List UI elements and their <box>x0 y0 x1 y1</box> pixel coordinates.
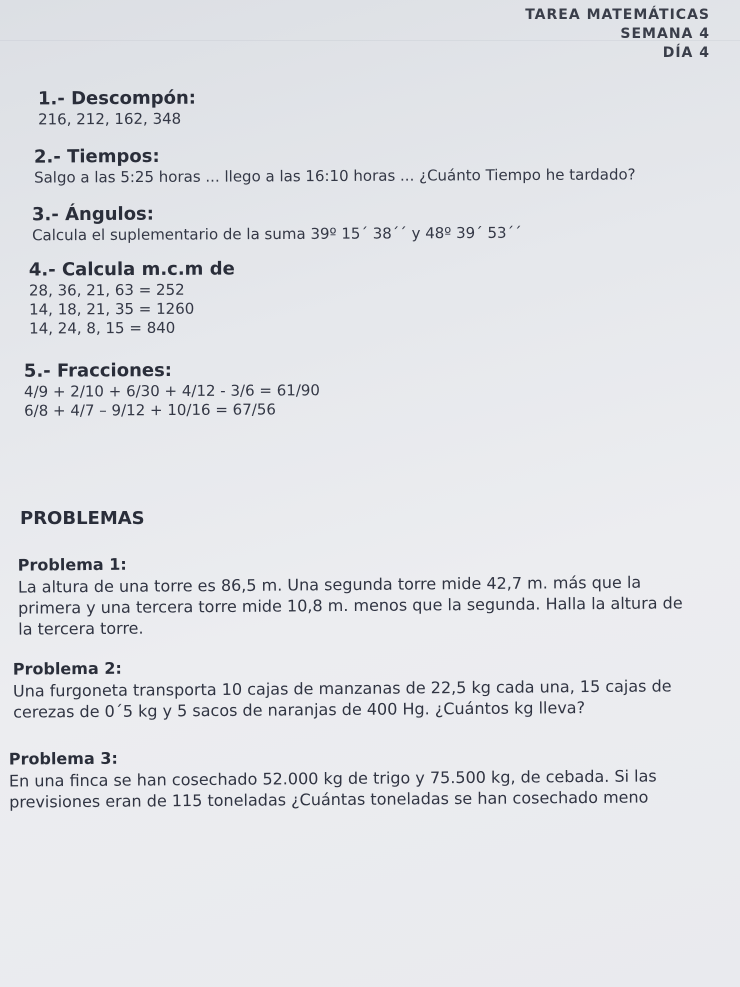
exercise-1-line-1: 216, 212, 162, 348 <box>38 109 182 129</box>
exercise-4-line-1: 28, 36, 21, 63 = 252 <box>28 280 185 300</box>
problem-3-title: Problema 3: <box>8 748 118 769</box>
problem-2-line-2: cerezas de 0´5 kg y 5 sacos de naranjas de 400 Hg. ¿Cuántos kg lleva? <box>13 698 586 722</box>
problem-1-line-1: La altura de una torre es 86,5 m. Una segunda torre mide 42,7 m. más que la <box>17 572 642 597</box>
exercise-3-title: 3.- Ángulos: <box>31 203 155 226</box>
exercise-5 <box>24 359 320 421</box>
exercise-5-line-2: 6/8 + 4/7 – 9/12 + 10/16 = 67/56 <box>24 400 276 420</box>
exercise-4-title: 4.- Calcula m.c.m de <box>28 258 235 281</box>
exercise-1 <box>38 88 196 130</box>
worksheet-header <box>525 6 710 63</box>
exercise-2-line-1: Salgo a las 5:25 horas ... llego a las 16:10 horas ... ¿Cuánto Tiempo he tardado? <box>34 165 636 187</box>
exercise-4-line-2: 14, 18, 21, 35 = 1260 <box>29 299 195 319</box>
problem-1-line-3: la tercera torre. <box>18 618 144 639</box>
exercise-5-title: 5.- Fracciones: <box>23 359 173 382</box>
exercise-1-title: 1.- Descompón: <box>37 87 197 110</box>
problems-heading: PROBLEMAS <box>20 508 145 529</box>
problem-2-title: Problema 2: <box>12 658 122 679</box>
header-week: SEMANA 4 <box>620 26 710 42</box>
exercise-5-line-1: 4/9 + 2/10 + 6/30 + 4/12 - 3/6 = 61/90 <box>23 381 320 401</box>
exercise-4-line-3: 14, 24, 8, 15 = 840 <box>29 318 176 338</box>
exercise-2 <box>34 143 636 187</box>
exercise-2-title: 2.- Tiempos: <box>33 145 160 168</box>
exercise-3 <box>32 202 522 246</box>
problem-3 <box>9 743 657 812</box>
exercise-4 <box>29 258 235 338</box>
problem-2 <box>13 653 672 722</box>
problem-3-line-2: previsiones eran de 115 toneladas ¿Cuántas toneladas se han cosechado meno <box>9 787 649 812</box>
exercise-3-line-1: Calcula el suplementario de la suma 39º 15´ 38´´ y 48º 39´ 53´´ <box>32 223 522 245</box>
problem-1-line-2: primera y una tercera torre mide 10,8 m. menos que la segunda. Halla la altura de <box>18 593 683 618</box>
header-title: TAREA MATEMÁTICAS <box>525 7 710 23</box>
problem-1-title: Problema 1: <box>17 554 127 575</box>
problem-1 <box>18 549 683 639</box>
problem-3-line-1: En una finca se han cosechado 52.000 kg de trigo y 75.500 kg, de cebada. Si las <box>8 766 657 791</box>
problem-2-line-1: Una furgoneta transporta 10 cajas de manzanas de 22,5 kg cada una, 15 cajas de <box>12 676 672 701</box>
header-day: DÍA 4 <box>662 45 710 61</box>
